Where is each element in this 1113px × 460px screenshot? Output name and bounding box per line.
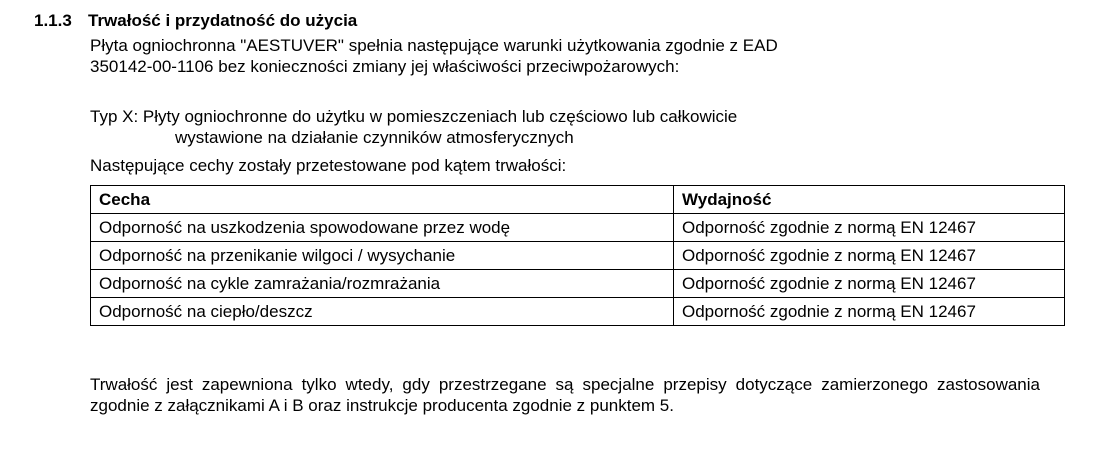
table-cell-performance: Odporność zgodnie z normą EN 12467 bbox=[674, 242, 1065, 270]
type-x-line-2: wystawione na działanie czynników atmosferycznych bbox=[175, 128, 574, 147]
table-cell-feature: Odporność na przenikanie wilgoci / wysychanie bbox=[91, 242, 674, 270]
intro-line-2: 350142-00-1106 bez konieczności zmiany jej właściwości przeciwpożarowych: bbox=[90, 57, 680, 76]
table-header-row bbox=[91, 186, 1065, 214]
section-heading bbox=[34, 10, 357, 31]
durability-table bbox=[90, 185, 1065, 326]
table-intro: Następujące cechy zostały przetestowane pod kątem trwałości: bbox=[90, 156, 567, 175]
closing-paragraph: Trwałość jest zapewniona tylko wtedy, gdy przestrzegane są specjalne przepisy dotyczące zamierzonego zastosowania zgodnie z załącznikami A i B oraz instrukcje producenta zgodnie z punktem 5. bbox=[90, 375, 1040, 415]
section-title: Trwałość i przydatność do użycia bbox=[88, 11, 358, 30]
table-cell-performance: Odporność zgodnie z normą EN 12467 bbox=[674, 270, 1065, 298]
intro-paragraph bbox=[90, 35, 778, 77]
type-x-paragraph bbox=[90, 106, 737, 148]
table-cell-feature: Odporność na cykle zamrażania/rozmrażania bbox=[91, 270, 674, 298]
intro-line-1: Płyta ogniochronna "AESTUVER" spełnia następujące warunki użytkowania zgodnie z EAD bbox=[90, 36, 778, 55]
table-cell-performance: Odporność zgodnie z normą EN 12467 bbox=[674, 214, 1065, 242]
table-header-performance: Wydajność bbox=[674, 186, 1065, 214]
table-row bbox=[91, 298, 1065, 326]
table-row bbox=[91, 242, 1065, 270]
table-row bbox=[91, 270, 1065, 298]
table-cell-feature: Odporność na ciepło/deszcz bbox=[91, 298, 674, 326]
type-x-line-1: Typ X: Płyty ogniochronne do użytku w pomieszczeniach lub częściowo lub całkowicie bbox=[90, 107, 738, 126]
table-header-feature: Cecha bbox=[91, 186, 674, 214]
table-cell-feature: Odporność na uszkodzenia spowodowane przez wodę bbox=[91, 214, 674, 242]
table-cell-performance: Odporność zgodnie z normą EN 12467 bbox=[674, 298, 1065, 326]
table-row bbox=[91, 214, 1065, 242]
section-number: 1.1.3 bbox=[34, 11, 72, 30]
